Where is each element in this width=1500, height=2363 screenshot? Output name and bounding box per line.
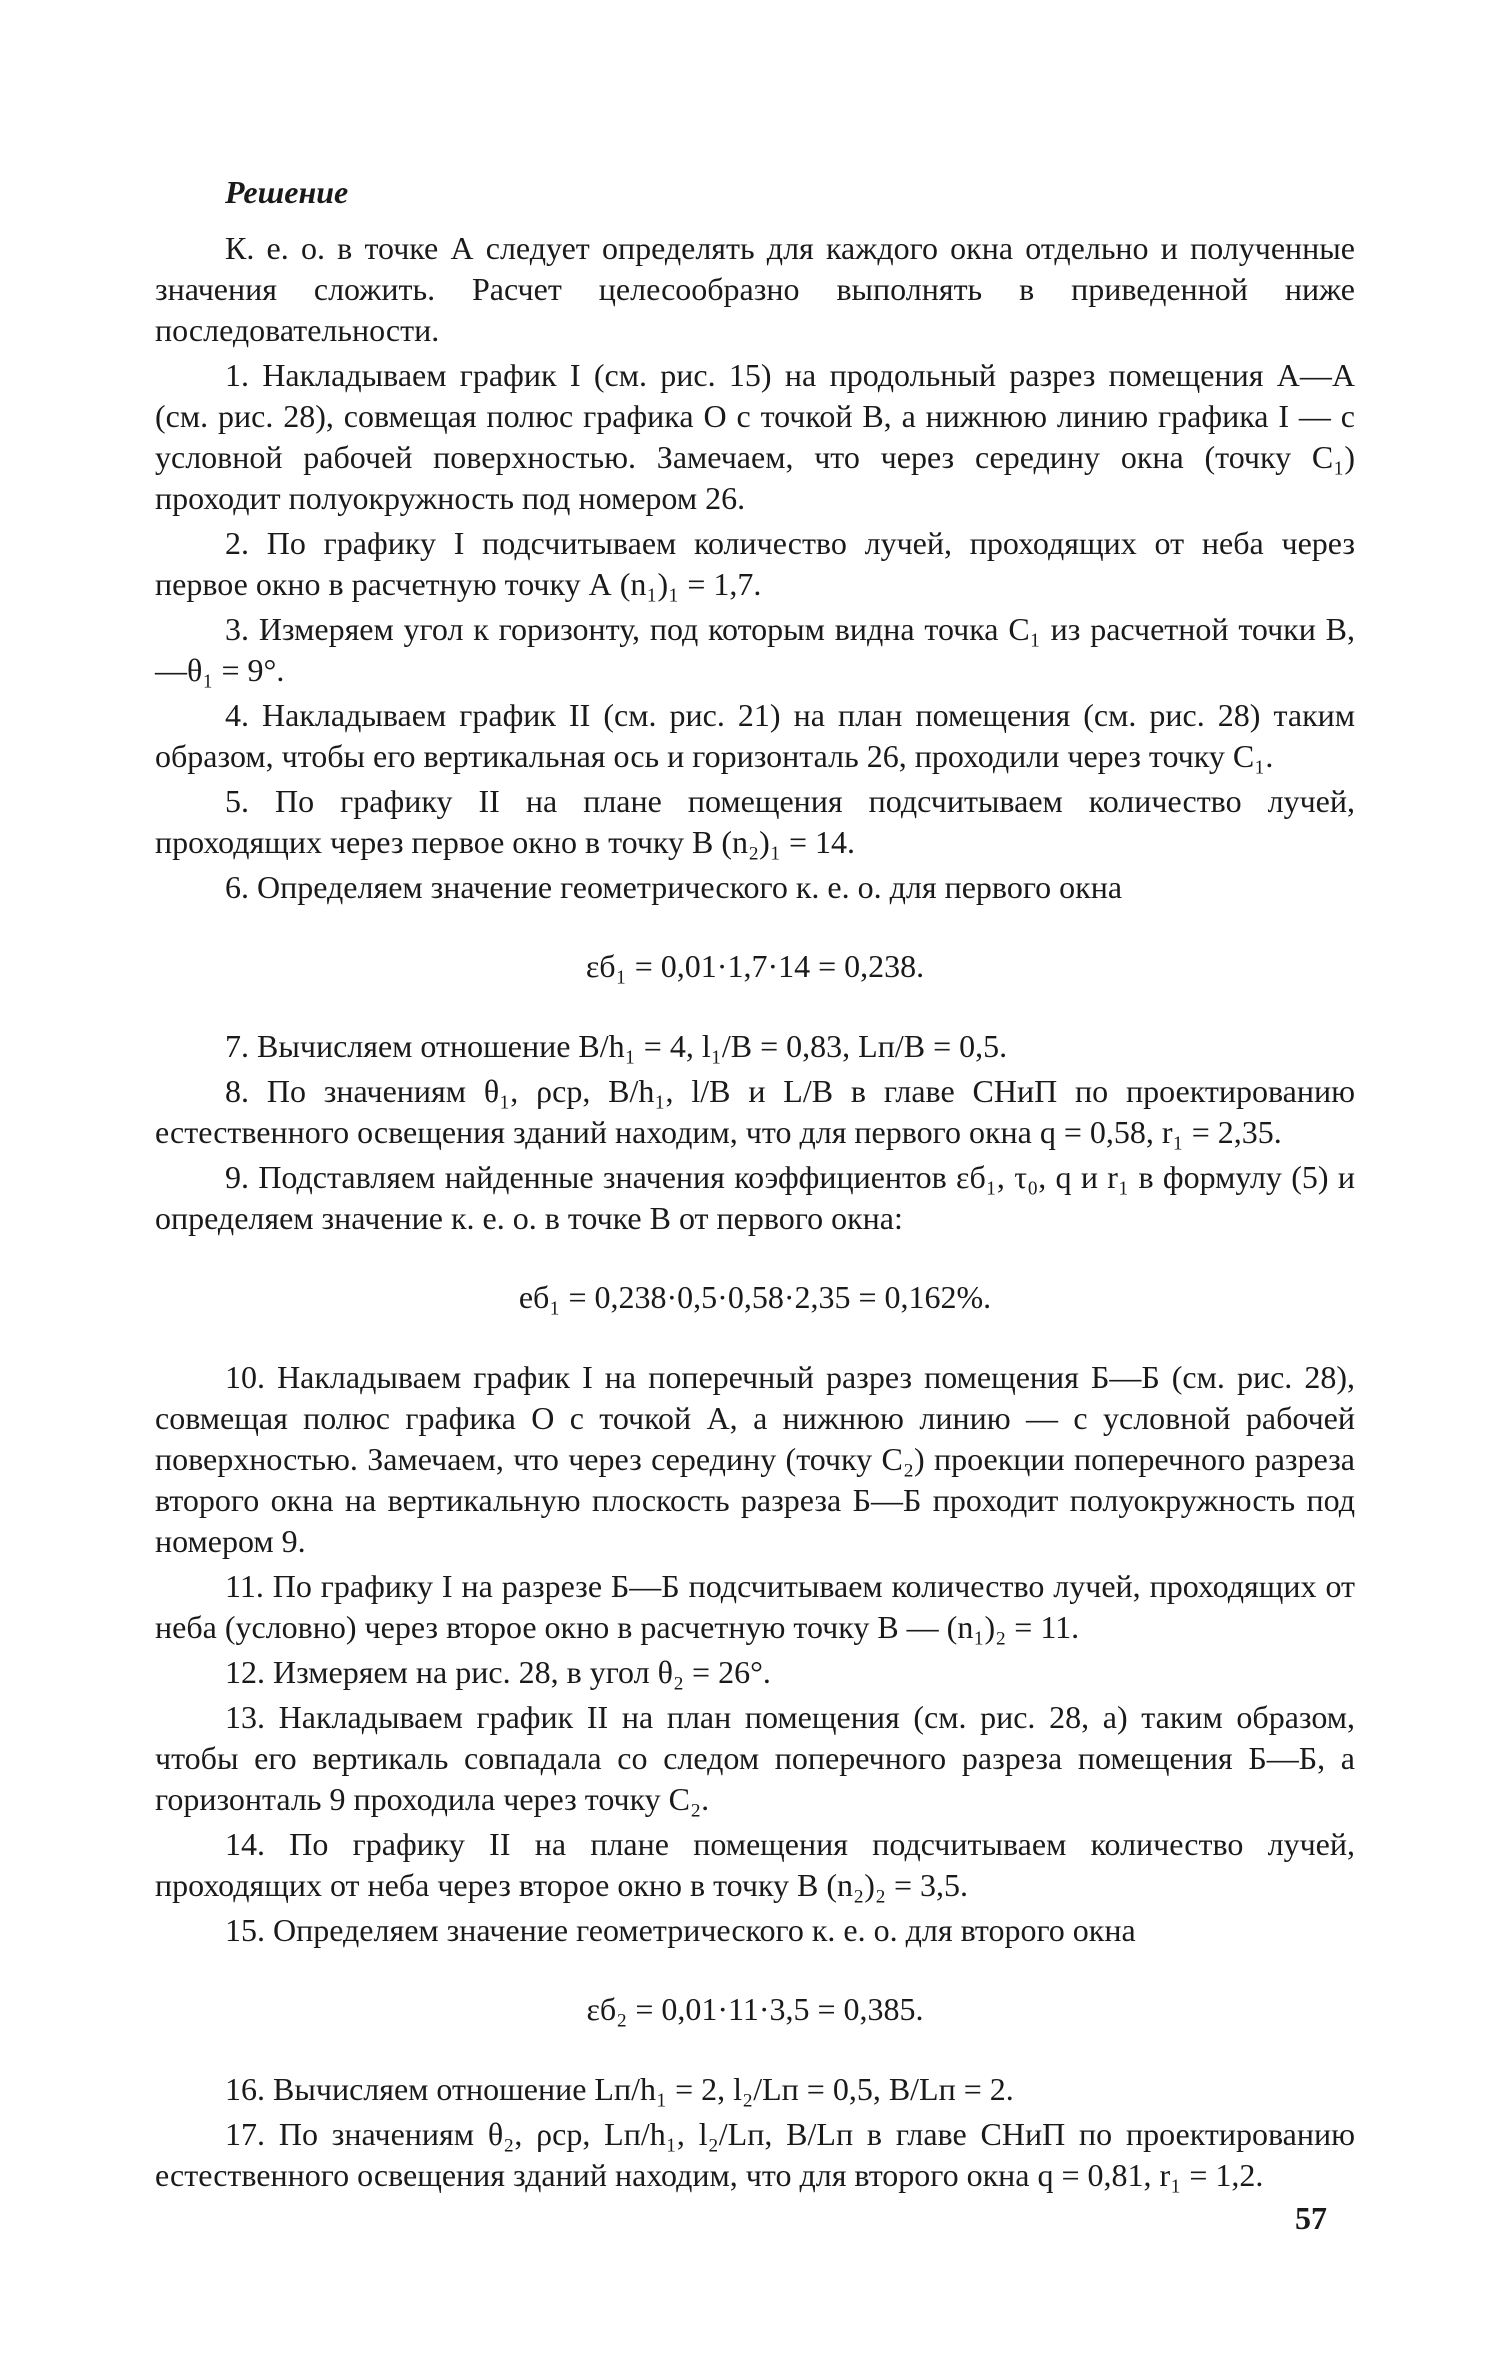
step-5: 5. По графику II на плане помещения подсчитываем количество лучей, проходящих через первое окно в точку В (n₂)₁ = 14. (155, 783, 1355, 860)
step-10: 10. Накладываем график I на поперечный разрез помещения Б—Б (см. рис. 28), совмещая полюс графика О с точкой А, а нижнюю линию — с условной рабочей поверхностью. Замечаем, что через середину (точку C₂) проекции поперечного разреза второго окна на вертикальную плоскость разреза Б—Б проходит полуокружность под номером 9. (155, 1359, 1355, 1559)
page-body (155, 170, 1355, 2196)
step-2: 2. По графику I подсчитываем количество лучей, проходящих от неба через первое окно в расчетную точку А (n₁)₁ = 1,7. (155, 525, 1355, 602)
page-number: 57 (1295, 2200, 1327, 2236)
intro-paragraph: К. е. о. в точке А следует определять для каждого окна отдельно и полученные значения сложить. Расчет целесообразно выполнять в приведенной ниже последовательности. (155, 230, 1355, 348)
formula-1: εб₁ = 0,01·1,7·14 = 0,238. (585, 948, 925, 984)
step-6: 6. Определяем значение геометрического к. е. о. для первого окна (225, 869, 1123, 905)
step-3: 3. Измеряем угол к горизонту, под которым видна точка C₁ из расчетной точки B, —θ₁ = 9°. (155, 611, 1355, 688)
step-15: 15. Определяем значение геометрического к. е. о. для второго окна (225, 1912, 1136, 1948)
formula-3: εб₂ = 0,01·11·3,5 = 0,385. (586, 1991, 924, 2027)
step-7: 7. Вычисляем отношение B/h₁ = 4, l₁/B = 0,83, Lп/B = 0,5. (225, 1028, 1008, 1064)
step-1: 1. Накладываем график I (см. рис. 15) на продольный разрез помещения А—А (см. рис. 28), совмещая полюс графика О с точкой B, а нижнюю линию графика I — с условной рабочей поверхностью. Замечаем, что через середину окна (точку C₁) проходит полуокружность под номером 26. (155, 357, 1355, 516)
step-13: 13. Накладываем график II на план помещения (см. рис. 28, а) таким образом, чтобы его вертикаль совпадала со следом поперечного разреза помещения Б—Б, а горизонталь 9 проходила через точку C₂. (155, 1699, 1355, 1817)
step-12: 12. Измеряем на рис. 28, в угол θ₂ = 26°. (225, 1654, 771, 1690)
step-8: 8. По значениям θ₁, ρср, B/h₁, l/B и L/B в главе СНиП по проектированию естественного освещения зданий находим, что для первого окна q = 0,58, r₁ = 2,35. (155, 1073, 1355, 1150)
section-heading: Решение (225, 174, 349, 210)
step-4: 4. Накладываем график II (см. рис. 21) на план помещения (см. рис. 28) таким образом, чтобы его вертикальная ось и горизонталь 26, проходили через точку C₁. (155, 697, 1355, 774)
formula-2: eб₁ = 0,238·0,5·0,58·2,35 = 0,162%. (518, 1279, 992, 1315)
step-11: 11. По графику I на разрезе Б—Б подсчитываем количество лучей, проходящих от неба (условно) через второе окно в расчетную точку В — (n₁)₂ = 11. (155, 1568, 1355, 1645)
step-14: 14. По графику II на плане помещения подсчитываем количество лучей, проходящих от неба через второе окно в точку В (n₂)₂ = 3,5. (155, 1826, 1355, 1903)
step-16: 16. Вычисляем отношение Lп/h₁ = 2, l₂/Lп = 0,5, B/Lп = 2. (225, 2071, 1014, 2107)
step-9: 9. Подставляем найденные значения коэффициентов εб₁, τ₀, q и r₁ в формулу (5) и определяем значение к. е. о. в точке В от первого окна: (155, 1159, 1356, 1236)
step-17: 17. По значениям θ₂, ρср, Lп/h₁, l₂/Lп, B/Lп в главе СНиП по проектированию естественного освещения зданий находим, что для второго окна q = 0,81, r₁ = 1,2. (155, 2116, 1355, 2193)
